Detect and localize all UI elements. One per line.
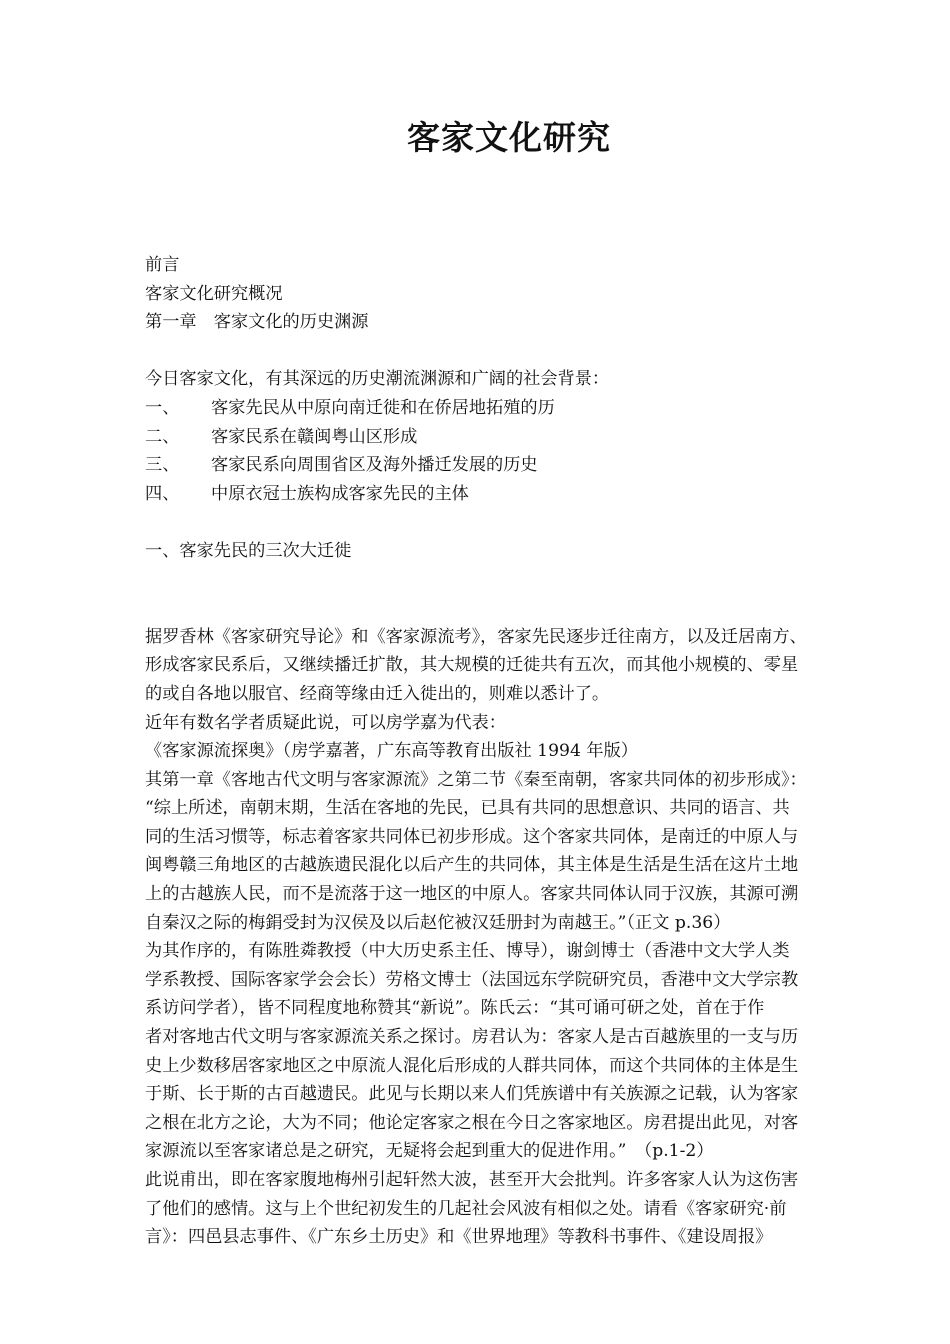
body-line: 者对客地古代文明与客家源流关系之探讨。房君认为：客家人是古百越族里的一支与历 xyxy=(145,1027,799,1048)
body-line: 言》：四邑县志事件、《广东乡土历史》和《世界地理》等教科书事件、《建设周报》 xyxy=(145,1227,773,1248)
document-body xyxy=(145,251,890,1252)
body-line: 家源流以至客家诸总是之研究，无疑将会起到重大的促进作用。” （p.1-2） xyxy=(145,1141,714,1162)
point-number: 二、 xyxy=(145,426,180,447)
body-line: 学系教授、国际客家学会会长）劳格文博士（法国远东学院研究员，香港中文大学宗教 xyxy=(145,969,799,990)
body-line: 为其作序的，有陈胜粦教授（中大历史系主任、博导），谢剑博士（香港中文大学人类 xyxy=(145,941,790,962)
point-number: 一、 xyxy=(145,397,180,418)
body-line: 同的生活习惯等，标志着客家共同体已初步形成。这个客家共同体，是南迁的中原人与 xyxy=(145,826,799,847)
body-line: 之根在北方之论，大为不同；他论定客家之根在今日之客家地区。房君提出此见，对客 xyxy=(145,1112,799,1133)
point-item xyxy=(145,423,890,452)
point-text: 中原衣冠士族构成客家先民的主体 xyxy=(211,483,469,504)
body-line: 自秦汉之际的梅鋗受封为汉侯及以后赵佗被汉廷册封为南越王。”（正文 p.36） xyxy=(145,912,731,933)
point-text: 客家先民从中原向南迁徙和在侨居地拓殖的历 xyxy=(211,397,555,418)
body-line: 形成客家民系后，又继续播迁扩散，其大规模的迁徙共有五次，而其他小规模的、零星 xyxy=(145,655,799,676)
body-line: 于斯、长于斯的古百越遗民。此见与长期以来人们凭族谱中有关族源之记载，认为客家 xyxy=(145,1084,799,1105)
body-line: 史上少数移居客家地区之中原流人混化后形成的人群共同体，而这个共同体的主体是生 xyxy=(145,1055,799,1076)
section-heading: 一、客家先民的三次大迁徙 xyxy=(145,540,352,561)
document-title: 客家文化研究 xyxy=(407,118,611,157)
body-line: 了他们的感情。这与上个世纪初发生的几起社会风波有相似之处。请看《客家研究·前 xyxy=(145,1198,787,1219)
body-line: 据罗香林《客家研究导论》和《客家源流考》，客家先民逐步迁往南方，以及迁居南方、 xyxy=(145,626,807,647)
point-item xyxy=(145,451,890,480)
body-line: 系访问学者），皆不同程度地称赞其“新说”。陈氏云：“其可诵可研之处，首在于作 xyxy=(145,998,765,1019)
point-text: 客家民系向周围省区及海外播迁发展的历史 xyxy=(211,455,538,476)
body-line: 此说甫出，即在客家腹地梅州引起轩然大波，甚至开大会批判。许多客家人认为这伤害 xyxy=(145,1170,799,1190)
point-text: 客家民系在赣闽粤山区形成 xyxy=(211,426,418,447)
point-item xyxy=(145,480,890,509)
point-number: 三、 xyxy=(145,455,180,476)
point-number: 四、 xyxy=(145,483,180,504)
toc-chapter1: 第一章 客家文化的历史渊源 xyxy=(145,312,369,333)
toc-overview: 客家文化研究概况 xyxy=(145,283,283,304)
body-line: 的或自各地以服官、经商等缘由迁入徙出的，则难以悉计了。 xyxy=(145,683,610,704)
body-line: 上的古越族人民，而不是流落于这一地区的中原人。客家共同体认同于汉族，其源可溯 xyxy=(145,884,799,905)
toc-preface: 前言 xyxy=(145,255,180,275)
body-line: “综上所述，南朝末期，生活在客地的先民，已具有共同的思想意识、共同的语言、共 xyxy=(145,798,790,819)
body-line: 《客家源流探奥》（房学嘉著，广东高等教育出版社 1994 年版） xyxy=(145,741,638,762)
body-line: 近年有数名学者质疑此说，可以房学嘉为代表： xyxy=(145,712,506,733)
point-item xyxy=(145,394,890,423)
body-line: 闽粤赣三角地区的古越族遗民混化以后产生的共同体，其主体是生活是生活在这片土地 xyxy=(145,855,799,876)
body-line: 其第一章《客地古代文明与客家源流》之第二节《秦至南朝，客家共同体的初步形成》： xyxy=(145,769,807,790)
intro-paragraph: 今日客家文化，有其深远的历史潮流渊源和广阔的社会背景： xyxy=(145,369,610,390)
